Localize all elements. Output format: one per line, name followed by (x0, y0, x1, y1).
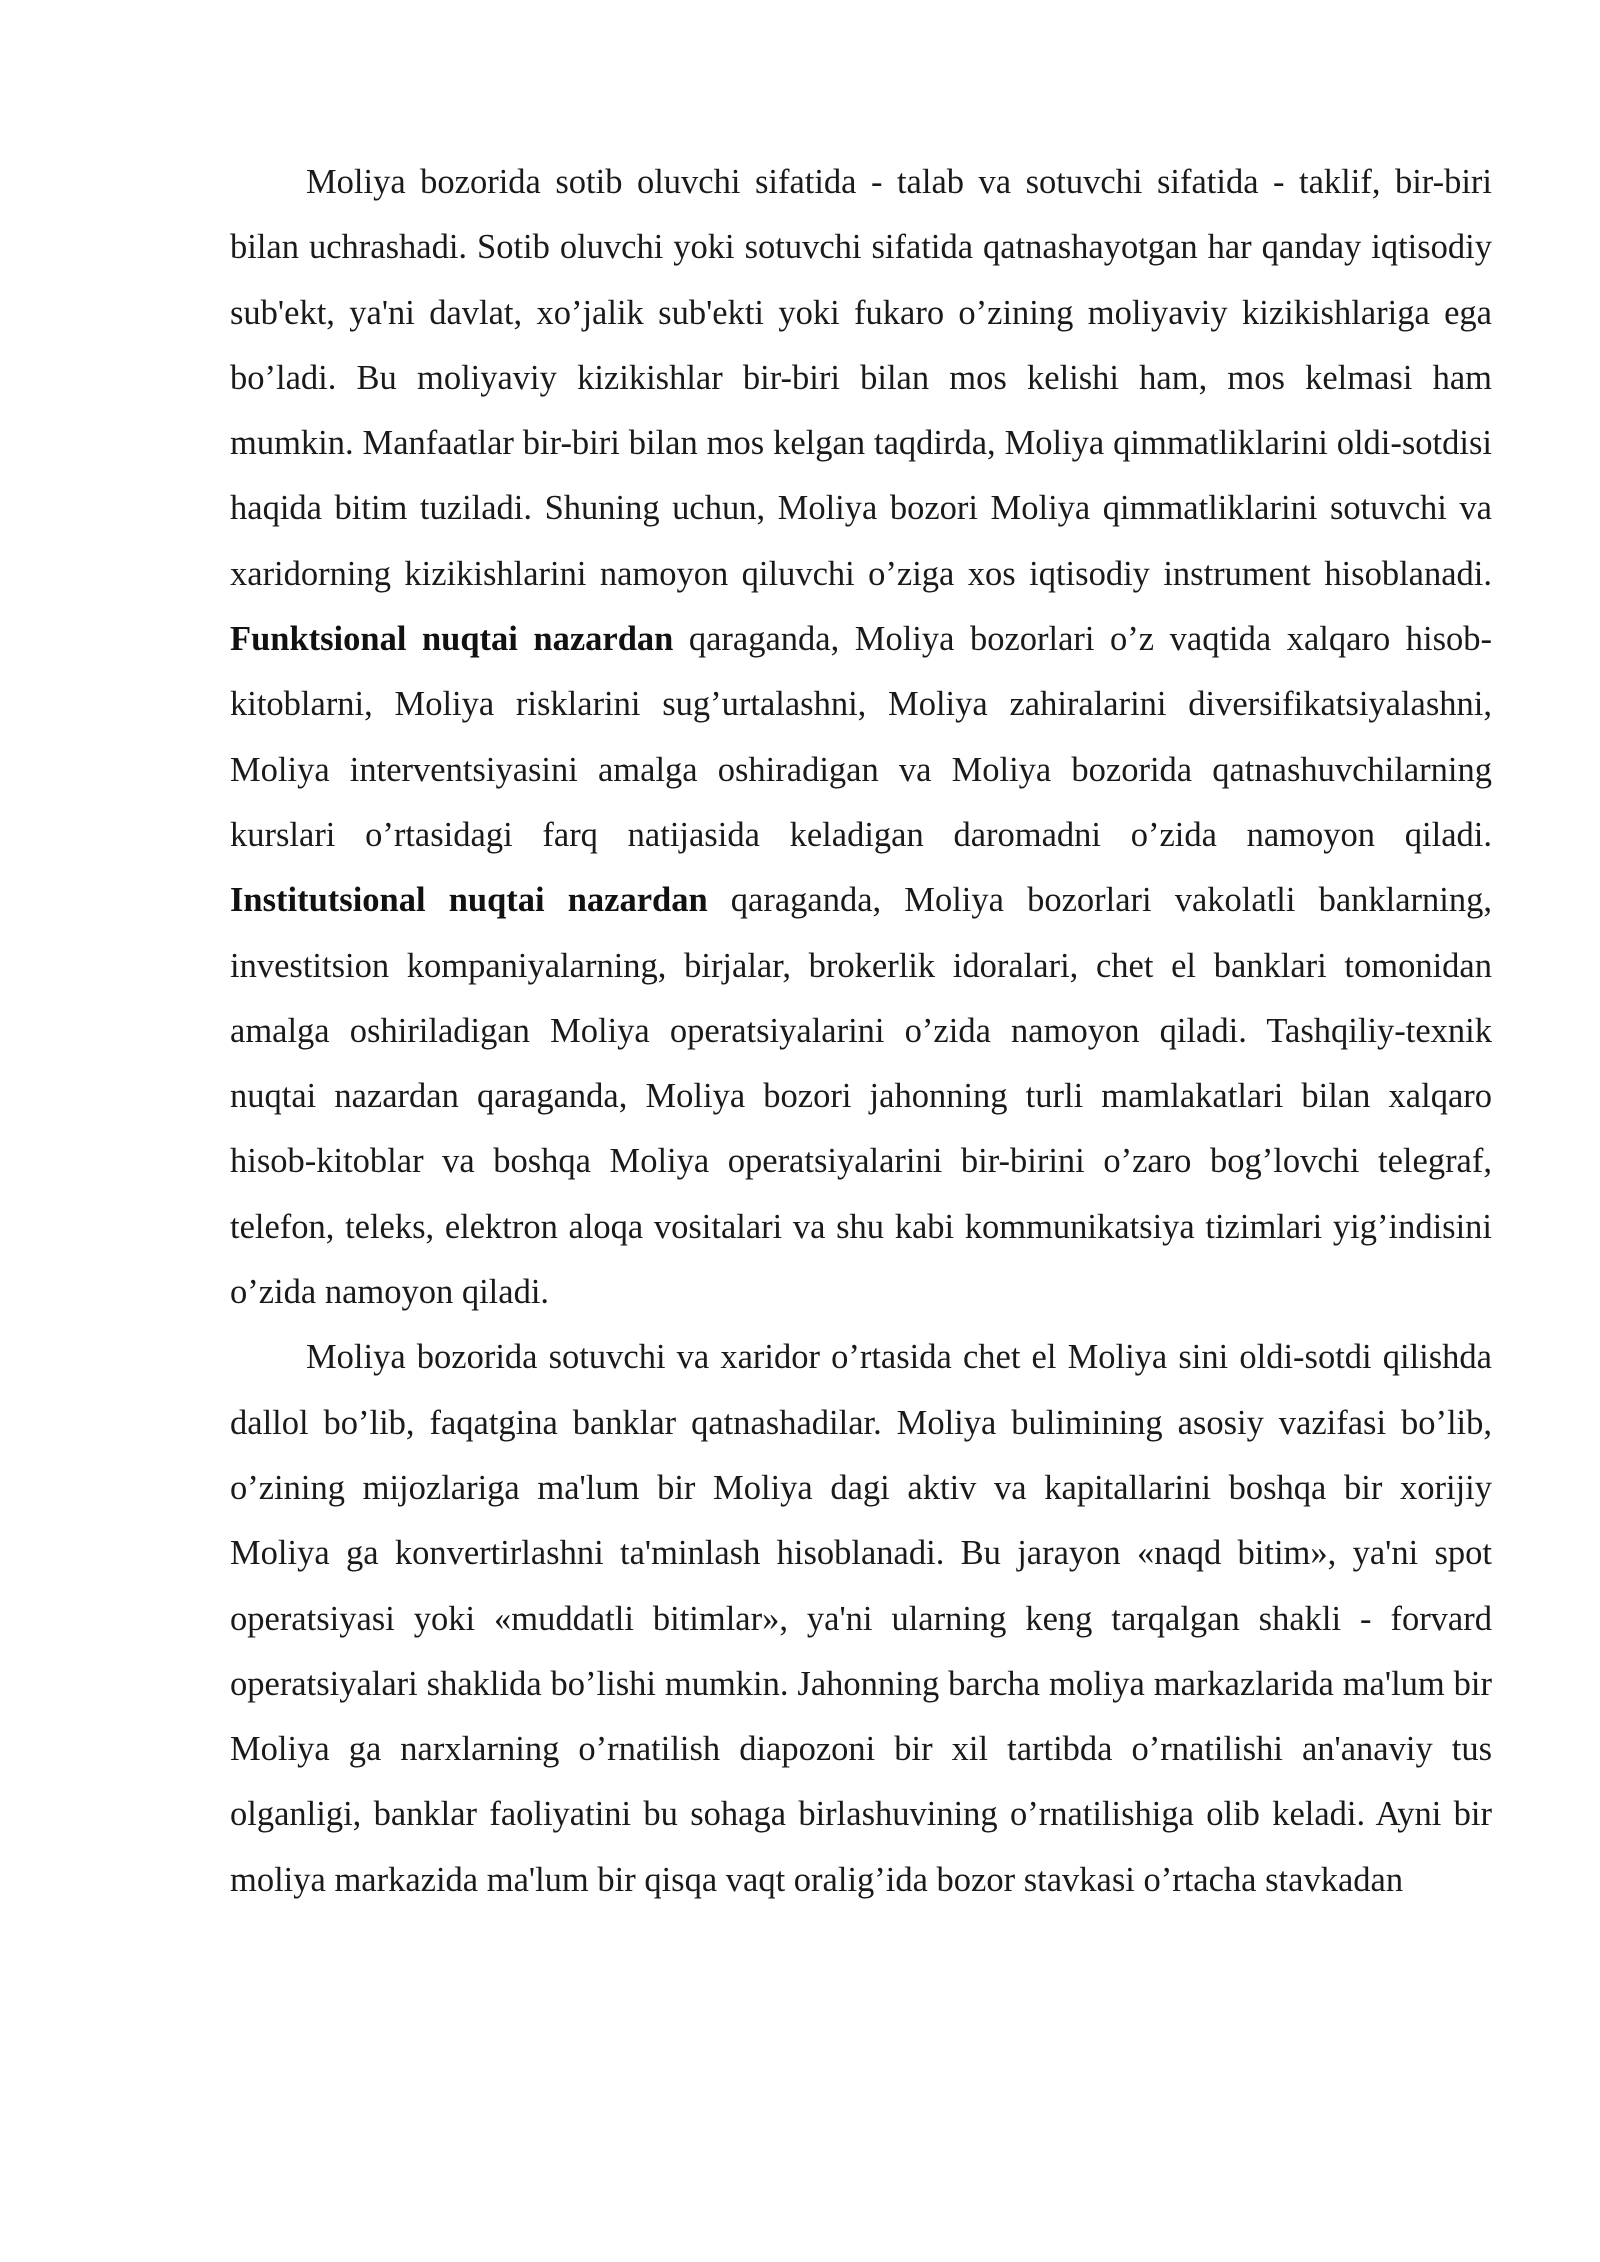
bold-term-functional: Funktsional nuqtai nazardan (230, 620, 674, 659)
paragraph-text-run: Moliya bozorida sotuvchi va xaridor o’rtasida chet el Moliya sini oldi-sotdi qilishda dallol bo’lib, faqatgina banklar qatnashadilar. Moliya bulimining asosiy vazifasi bo’lib, o’zining mijozlariga ma'lum bir Moliya dagi aktiv va kapitallarini boshqa bir xorijiy Moliya ga konvertirlashni ta'minlash hisoblanadi. Bu jarayon «naqd bitim», ya'ni spot operatsiyasi yoki «muddatli bitimlar», ya'ni ularning keng tarqalgan shakli - forvard operatsiyalari shaklida bo’lishi mumkin. Jahonning barcha moliya markazlarida ma'lum bir Moliya ga narxlarning o’rnatilish diapozoni bir xil tartibda o’rnatilishi an'anaviy tus olganligi, banklar faoliyatini bu sohaga birlashuvining o’rnatilishiga olib keladi. Ayni bir moliya markazida ma'lum bir qisqa vaqt oralig’ida bozor stavkasi o’rtacha stavkadan (230, 1338, 1492, 1899)
paragraph-2 (230, 1325, 1492, 1913)
document-body (230, 150, 1492, 1913)
paragraph-text-run: qaraganda, Moliya bozorlari o’z vaqtida xalqaro hisob-kitoblarni, Moliya risklarini sug’urtalashni, Moliya zahiralarini diversifikatsiyalashni, Moliya interventsiyasini amalga oshiradigan va Moliya bozorida qatnashuvchilarning kurslari o’rtasidagi farq natijasida keladigan daromadni o’zida namoyon qiladi. (230, 620, 1492, 854)
paragraph-text-run: Moliya bozorida sotib oluvchi sifatida - talab va sotuvchi sifatida - taklif, bir-biri bilan uchrashadi. Sotib oluvchi yoki sotuvchi sifatida qatnashayotgan har qanday iqtisodiy sub'ekt, ya'ni davlat, xo’jalik sub'ekti yoki fukaro o’zining moliyaviy kizikishlariga ega bo’ladi. Bu moliyaviy kizikishlar bir-biri bilan mos kelishi ham, mos kelmasi ham mumkin. Manfaatlar bir-biri bilan mos kelgan taqdirda, Moliya qimmatliklarini oldi-sotdisi haqida bitim tuziladi. Shuning uchun, Moliya bozori Moliya qimmatliklarini sotuvchi va xaridorning kizikishlarini namoyon qiluvchi o’ziga xos iqtisodiy instrument hisoblanadi. (230, 163, 1492, 593)
paragraph-text-run: qaraganda, Moliya bozorlari vakolatli banklarning, investitsion kompaniyalarning, birjalar, brokerlik idoralari, chet el banklari tomonidan amalga oshiriladigan Moliya operatsiyalarini o’zida namoyon qiladi. Tashqiliy-texnik nuqtai nazardan qaraganda, Moliya bozori jahonning turli mamlakatlari bilan xalqaro hisob-kitoblar va boshqa Moliya operatsiyalarini bir-birini o’zaro bog’lovchi telegraf, telefon, teleks, elektron aloqa vositalari va shu kabi kommunikatsiya tizimlari yig’indisini o’zida namoyon qiladi. (230, 881, 1492, 1312)
paragraph-1 (230, 150, 1492, 1325)
bold-term-institutional: Institutsional nuqtai nazardan (230, 881, 708, 920)
